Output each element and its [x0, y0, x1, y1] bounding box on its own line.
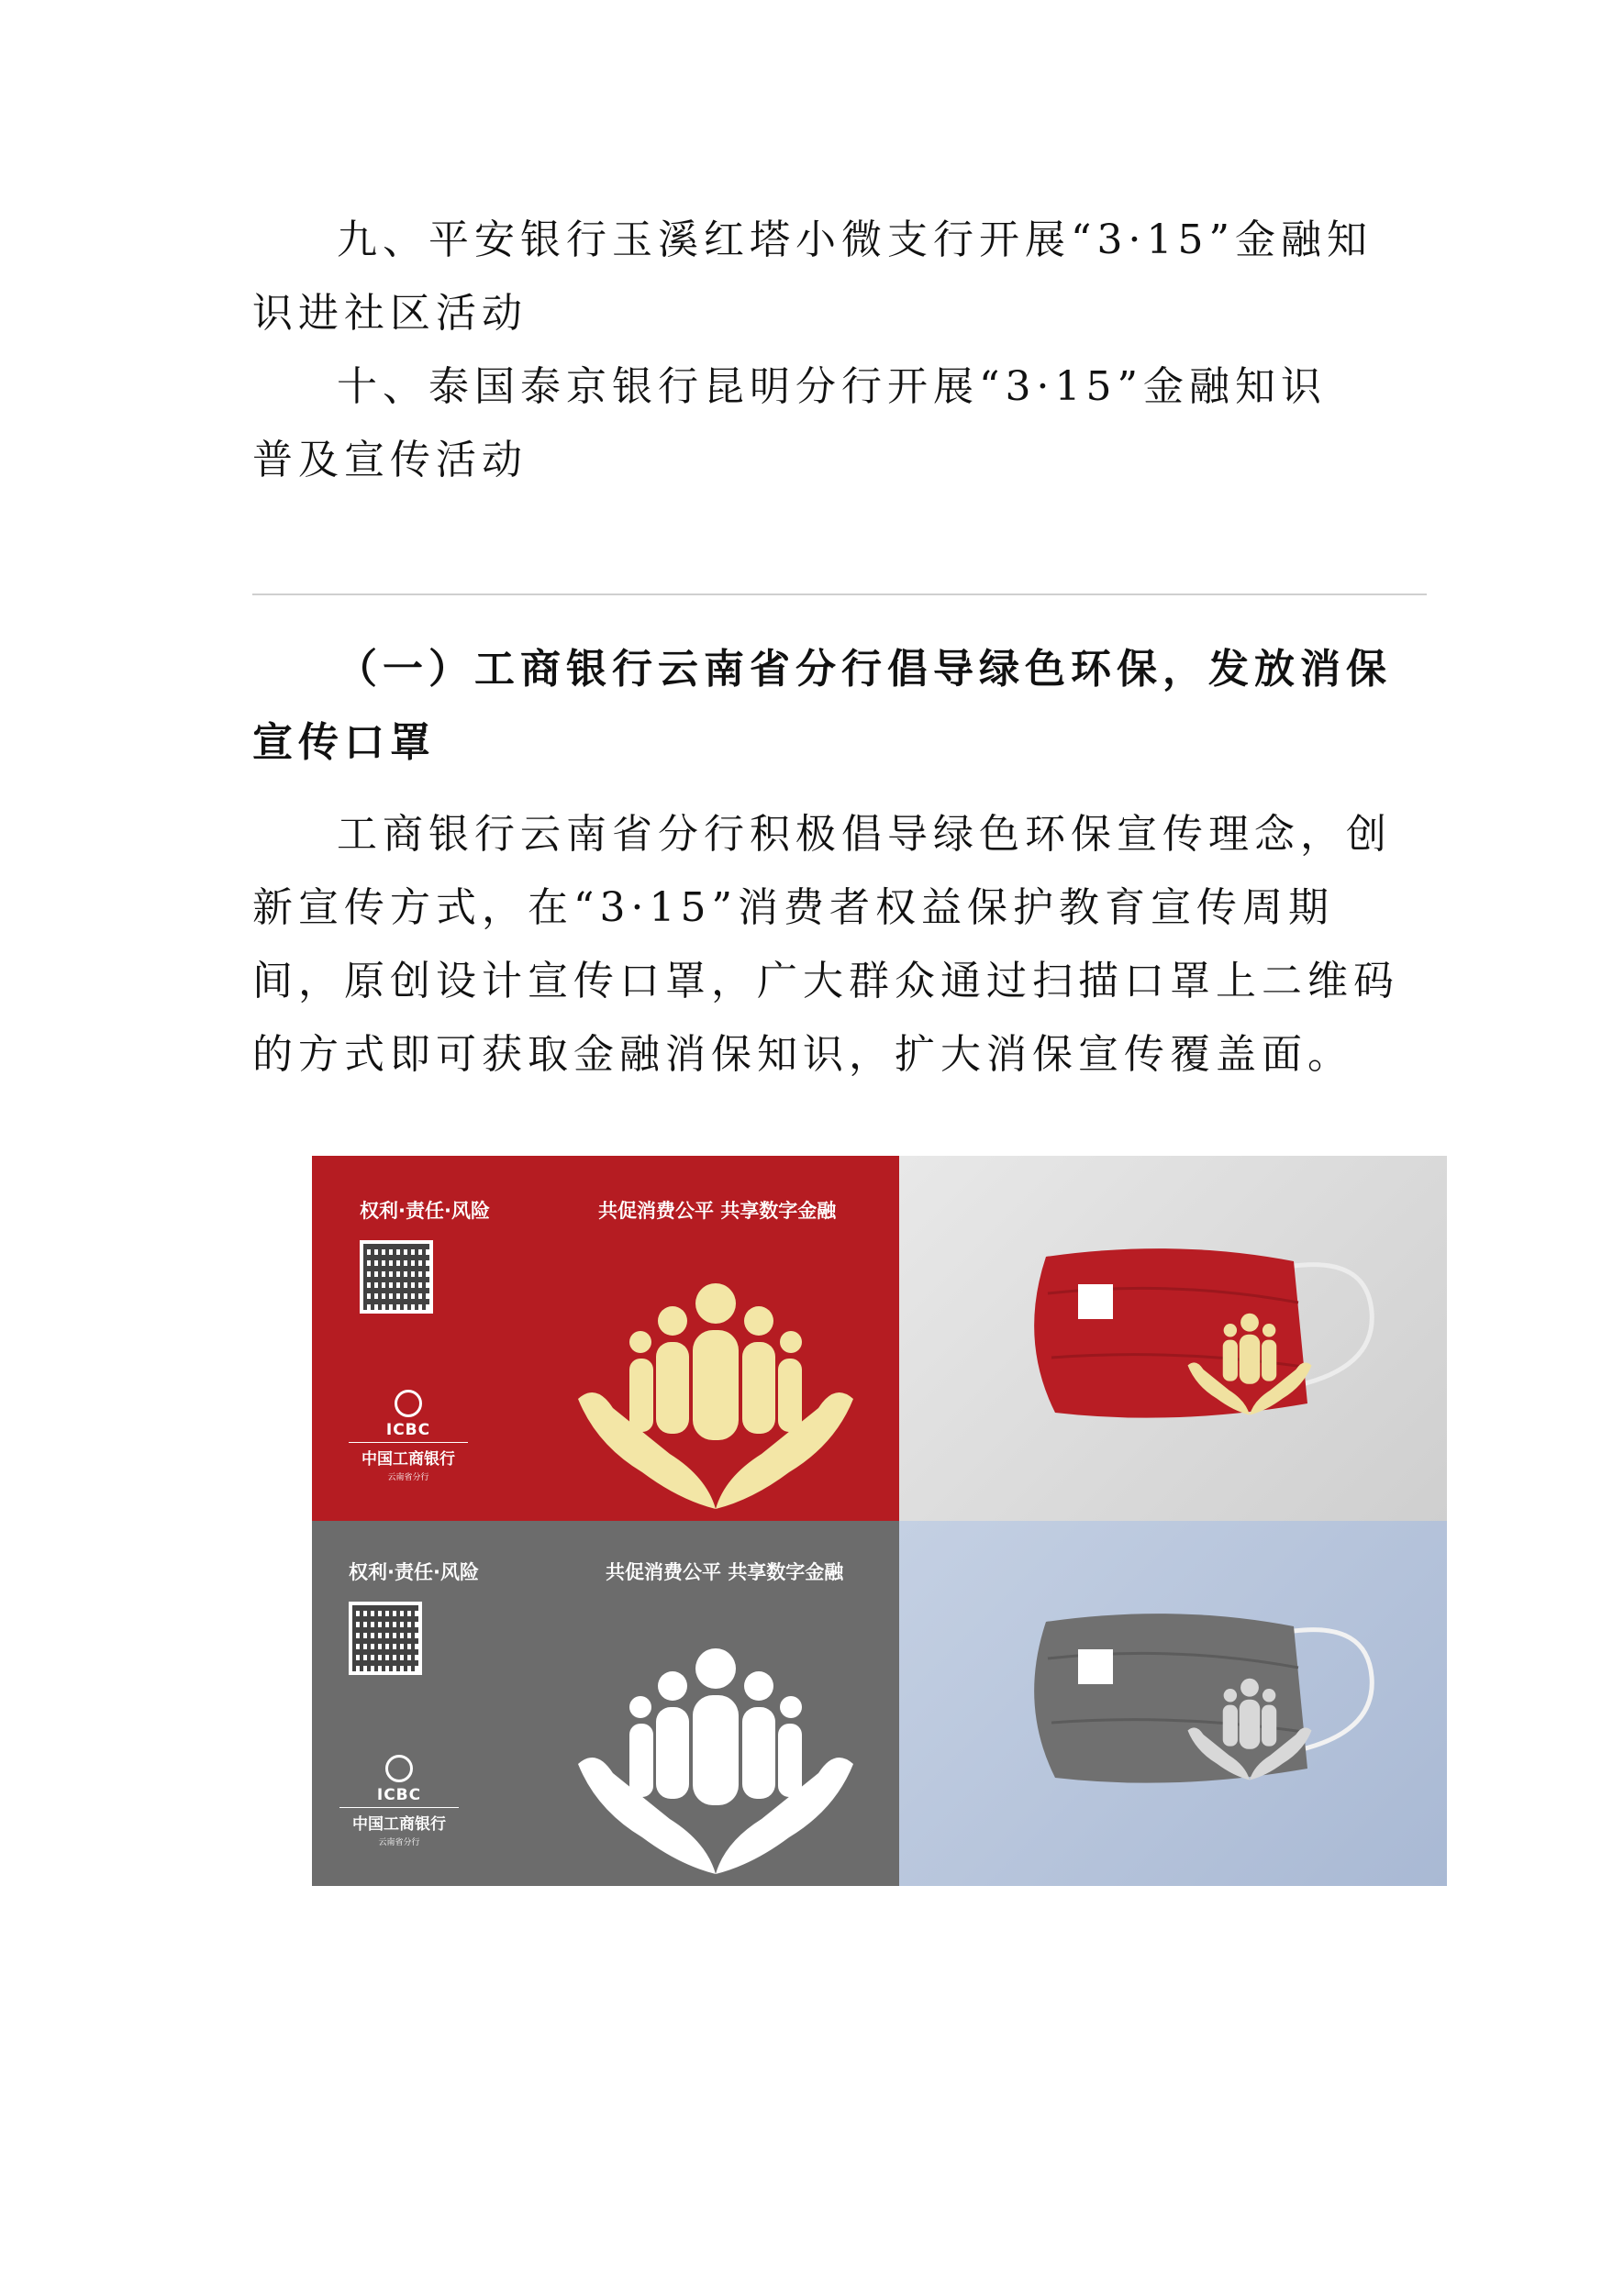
brand-en: ICBC: [385, 1421, 431, 1439]
gray-mask-icon: [991, 1594, 1395, 1805]
list-item-9-line2: 识进社区活动: [252, 290, 528, 337]
brand-cn: 中国工商银行: [349, 1442, 468, 1469]
hands-people-icon: [569, 1280, 862, 1518]
list-item-10-line1: 十、泰国泰京银行昆明分行开展“3·15”金融知识: [337, 363, 1327, 410]
body-line-1: 工商银行云南省分行积极倡导绿色环保宣传理念，创: [337, 811, 1392, 858]
qr-code: [360, 1240, 433, 1314]
slogan-fairness-gray: 共促消费公平 共享数字金融: [606, 1561, 844, 1583]
brand-sub-gray: 云南省分行: [378, 1838, 420, 1847]
icbc-logo-icon-gray: [385, 1755, 413, 1782]
brand-cn-gray: 中国工商银行: [339, 1807, 459, 1834]
list-item-10-line2: 普及宣传活动: [252, 437, 528, 483]
red-mask-icon: [991, 1229, 1395, 1440]
section-heading-line2: 宣传口罩: [252, 719, 436, 766]
gray-design-panel: [312, 1521, 899, 1886]
section-heading-line1: （一）工商银行云南省分行倡导绿色环保，发放消保: [337, 646, 1392, 693]
qr-code-gray: [349, 1602, 422, 1675]
mask-design-figure: [312, 1156, 1447, 1886]
gray-mask-photo: [899, 1521, 1447, 1886]
slogan-rights-gray: 权利·责任·风险: [349, 1561, 479, 1583]
brand-sub: 云南省分行: [387, 1473, 429, 1482]
slogan-rights: 权利·责任·风险: [360, 1200, 490, 1222]
icbc-logo-icon: [395, 1390, 422, 1417]
body-line-2: 新宣传方式，在“3·15”消费者权益保护教育宣传周期: [252, 884, 1334, 931]
slogan-fairness: 共促消费公平 共享数字金融: [598, 1200, 837, 1222]
list-item-9-line1: 九、平安银行玉溪红塔小微支行开展“3·15”金融知: [337, 216, 1373, 263]
red-design-panel: [312, 1156, 899, 1521]
hands-people-icon-gray: [569, 1645, 862, 1883]
icbc-brand: [349, 1390, 468, 1482]
brand-en-gray: ICBC: [376, 1786, 422, 1804]
body-line-4: 的方式即可获取金融消保知识，扩大消保宣传覆盖面。: [252, 1031, 1353, 1078]
section-divider: [252, 593, 1427, 595]
body-line-3: 间，原创设计宣传口罩，广大群众通过扫描口罩上二维码: [252, 958, 1399, 1004]
icbc-brand-gray: [339, 1755, 459, 1847]
red-mask-photo: [899, 1156, 1447, 1521]
